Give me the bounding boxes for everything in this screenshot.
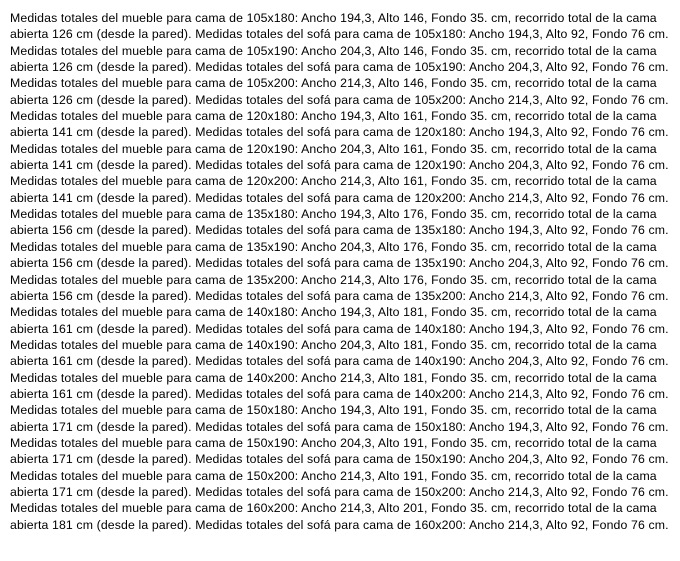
measurement-paragraph: Medidas totales del mueble para cama de 120x190: Ancho 204,3, Alto 161, Fondo 35. cm, recorrido total de la cama abierta 141 cm (desde la pared). Medidas totales del sofá para cama de 120x190: Ancho 204,3, Alto 92, Fondo 76 cm. [10,141,669,173]
measurement-paragraph: Medidas totales del mueble para cama de 105x180: Ancho 194,3, Alto 146, Fondo 35. cm, recorrido total de la cama abierta 126 cm (desde la pared). Medidas totales del sofá para cama de 105x180: Ancho 194,3, Alto 92, Fondo 76 cm. [10,11,669,42]
measurement-paragraph: Medidas totales del mueble para cama de 150x200: Ancho 214,3, Alto 191, Fondo 35. cm, recorrido total de la cama abierta 171 cm (desde la pared). Medidas totales del sofá para cama de 150x200: Ancho 214,3, Alto 92, Fondo 76 cm. [10,468,669,499]
measurement-paragraph: Medidas totales del mueble para cama de 140x200: Ancho 214,3, Alto 181, Fondo 35. cm, recorrido total de la cama abierta 161 cm (desde la pared). Medidas totales del sofá para cama de 140x200: Ancho 214,3, Alto 92, Fondo 76 cm. [10,370,669,401]
measurement-paragraph: Medidas totales del mueble para cama de 150x190: Ancho 204,3, Alto 191, Fondo 35. cm, recorrido total de la cama abierta 171 cm (desde la pared). Medidas totales del sofá para cama de 150x190: Ancho 204,3, Alto 92, Fondo 76 cm. [10,435,669,467]
measurement-paragraph: Medidas totales del mueble para cama de 140x190: Ancho 204,3, Alto 181, Fondo 35. cm, recorrido total de la cama abierta 161 cm (desde la pared). Medidas totales del sofá para cama de 140x190: Ancho 204,3, Alto 92, Fondo 76 cm. [10,337,669,369]
measurement-paragraph: Medidas totales del mueble para cama de 160x200: Ancho 214,3, Alto 201, Fondo 35. cm, recorrido total de la cama abierta 181 cm (desde la pared). Medidas totales del sofá para cama de 160x200: Ancho 214,3, Alto 92, Fondo 76 cm. [10,501,669,532]
measurement-paragraph: Medidas totales del mueble para cama de 140x180: Ancho 194,3, Alto 181, Fondo 35. cm, recorrido total de la cama abierta 161 cm (desde la pared). Medidas totales del sofá para cama de 140x180: Ancho 194,3, Alto 92, Fondo 76 cm. [10,305,669,336]
measurement-paragraph: Medidas totales del mueble para cama de 120x180: Ancho 194,3, Alto 161, Fondo 35. cm, recorrido total de la cama abierta 141 cm (desde la pared). Medidas totales del sofá para cama de 120x180: Ancho 194,3, Alto 92, Fondo 76 cm. [10,109,669,140]
measurement-paragraph: Medidas totales del mueble para cama de 120x200: Ancho 214,3, Alto 161, Fondo 35. cm, recorrido total de la cama abierta 141 cm (desde la pared). Medidas totales del sofá para cama de 120x200: Ancho 214,3, Alto 92, Fondo 76 cm. [10,174,669,205]
measurement-paragraph: Medidas totales del mueble para cama de 135x200: Ancho 214,3, Alto 176, Fondo 35. cm, recorrido total de la cama abierta 156 cm (desde la pared). Medidas totales del sofá para cama de 135x200: Ancho 214,3, Alto 92, Fondo 76 cm. [10,272,669,303]
measurement-paragraph: Medidas totales del mueble para cama de 135x190: Ancho 204,3, Alto 176, Fondo 35. cm, recorrido total de la cama abierta 156 cm (desde la pared). Medidas totales del sofá para cama de 135x190: Ancho 204,3, Alto 92, Fondo 76 cm. [10,239,669,271]
measurement-paragraph: Medidas totales del mueble para cama de 150x180: Ancho 194,3, Alto 191, Fondo 35. cm, recorrido total de la cama abierta 171 cm (desde la pared). Medidas totales del sofá para cama de 150x180: Ancho 194,3, Alto 92, Fondo 76 cm. [10,403,669,434]
measurement-paragraph: Medidas totales del mueble para cama de 105x190: Ancho 204,3, Alto 146, Fondo 35. cm, recorrido total de la cama abierta 126 cm (desde la pared). Medidas totales del sofá para cama de 105x190: Ancho 204,3, Alto 92, Fondo 76 cm. [10,43,669,75]
measurement-paragraph: Medidas totales del mueble para cama de 135x180: Ancho 194,3, Alto 176, Fondo 35. cm, recorrido total de la cama abierta 156 cm (desde la pared). Medidas totales del sofá para cama de 135x180: Ancho 194,3, Alto 92, Fondo 76 cm. [10,207,669,238]
measurement-paragraph: Medidas totales del mueble para cama de 105x200: Ancho 214,3, Alto 146, Fondo 35. cm, recorrido total de la cama abierta 126 cm (desde la pared). Medidas totales del sofá para cama de 105x200: Ancho 214,3, Alto 92, Fondo 76 cm. [10,76,669,107]
